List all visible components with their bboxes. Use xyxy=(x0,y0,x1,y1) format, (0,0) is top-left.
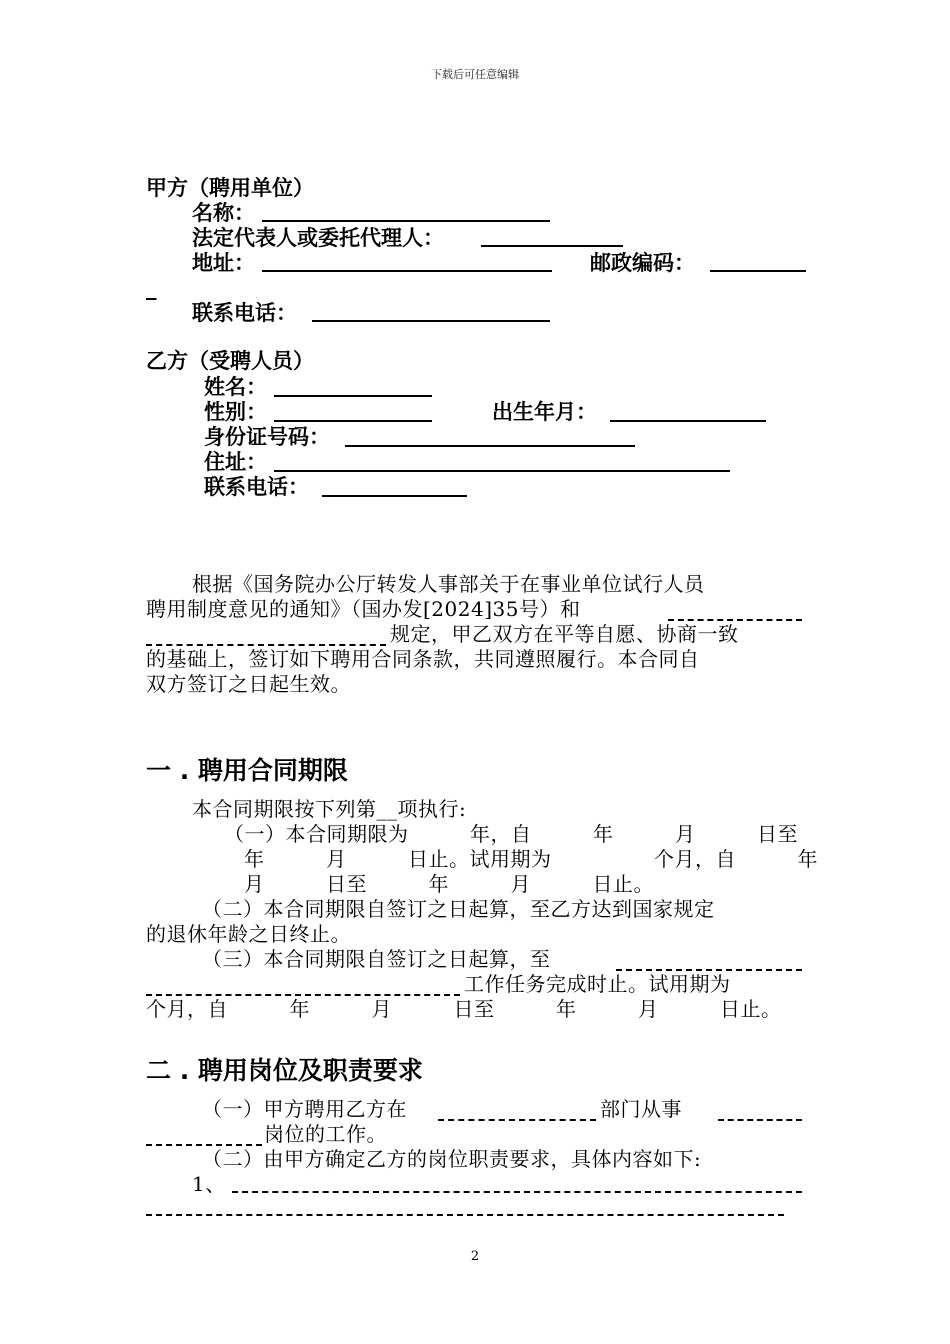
party-a-postcode-label: 邮政编码： xyxy=(590,251,695,275)
section-1-option-1-line-2: 年 月 日止。试用期为 个月，自 年 xyxy=(244,847,818,871)
party-a-title: 甲方（聘用单位） xyxy=(146,176,314,200)
party-b-gender-label: 性别： xyxy=(204,400,267,424)
section-1-option-3-line-2: 工作任务完成时止。试用期为 xyxy=(464,972,731,996)
section-2-item-3-label: 1、 xyxy=(192,1172,226,1196)
party-b-birth-blank[interactable] xyxy=(610,420,766,422)
section-2-position-blank-b[interactable] xyxy=(146,1144,262,1146)
party-b-title: 乙方（受聘人员） xyxy=(146,349,314,373)
section-2-duty-blank-b[interactable] xyxy=(146,1214,784,1216)
party-b-name-blank[interactable] xyxy=(274,395,432,397)
party-b-id-blank[interactable] xyxy=(345,445,635,447)
section-2-position-blank-a[interactable] xyxy=(718,1119,802,1121)
section-1-option-1-line-3: 月 日至 年 月 日止。 xyxy=(244,872,654,896)
party-b-phone-label: 联系电话： xyxy=(204,475,309,499)
party-b-gender-blank[interactable] xyxy=(274,420,432,422)
section-1-heading: 一 . 聘用合同期限 xyxy=(146,756,348,785)
page-number: 2 xyxy=(470,1249,480,1264)
intro-regulation-blank-b[interactable] xyxy=(146,644,386,646)
party-a-address-blank[interactable] xyxy=(262,270,552,272)
section-1-option-3-line-3: 个月，自 年 月 日至 年 月 日止。 xyxy=(146,997,782,1021)
section-2-item-1-b: 部门从事 xyxy=(600,1097,682,1121)
party-a-address-label: 地址： xyxy=(192,251,255,275)
section-2-heading: 二 . 聘用岗位及职责要求 xyxy=(146,1056,423,1085)
intro-line-5: 双方签订之日起生效。 xyxy=(146,672,351,696)
intro-regulation-blank-a[interactable] xyxy=(668,619,802,621)
party-a-phone-blank[interactable] xyxy=(312,320,550,322)
intro-line-1: 根据《国务院办公厅转发人事部关于在事业单位试行人员 xyxy=(192,572,705,596)
section-2-duty-blank-a[interactable] xyxy=(232,1191,802,1193)
section-1-option-3-blank-b[interactable] xyxy=(146,994,460,996)
section-1-option-1-line-1: （一）本合同期限为 年，自 年 月 日至 xyxy=(224,822,798,846)
section-1-option-2-line-2: 的退休年龄之日终止。 xyxy=(146,922,351,946)
section-2-item-1-c: 岗位的工作。 xyxy=(264,1122,387,1146)
party-b-address-blank[interactable] xyxy=(274,470,730,472)
section-1-option-3-line-1: （三）本合同期限自签订之日起算，至 xyxy=(202,947,551,971)
party-a-phone-label: 联系电话： xyxy=(192,301,297,325)
party-a-wrap-mark: _ xyxy=(146,276,157,300)
section-1-option-2-line-1: （二）本合同期限自签订之日起算，至乙方达到国家规定 xyxy=(202,897,715,921)
section-1-option-3-blank-a[interactable] xyxy=(616,969,802,971)
intro-line-3: 规定，甲乙双方在平等自愿、协商一致 xyxy=(390,622,739,646)
intro-line-4: 的基础上，签订如下聘用合同条款，共同遵照履行。本合同自 xyxy=(146,647,700,671)
party-b-id-label: 身份证号码： xyxy=(204,425,330,449)
party-a-postcode-blank[interactable] xyxy=(710,270,806,272)
party-b-name-label: 姓名： xyxy=(204,375,267,399)
party-a-name-label: 名称： xyxy=(192,201,255,225)
party-a-rep-blank[interactable] xyxy=(481,245,623,247)
party-b-birth-label: 出生年月： xyxy=(492,400,597,424)
header-note: 下载后可任意编辑 xyxy=(431,68,519,81)
party-b-address-label: 住址： xyxy=(204,450,267,474)
section-2-department-blank[interactable] xyxy=(438,1119,596,1121)
party-a-rep-label: 法定代表人或委托代理人： xyxy=(192,226,444,250)
party-a-name-blank[interactable] xyxy=(262,220,550,222)
intro-line-2: 聘用制度意见的通知》（国办发[2024]35号）和 xyxy=(146,597,581,621)
section-2-item-1-a: （一）甲方聘用乙方在 xyxy=(202,1097,407,1121)
section-1-lead: 本合同期限按下列第__项执行: xyxy=(192,797,467,821)
section-2-item-2: （二）由甲方确定乙方的岗位职责要求，具体内容如下: xyxy=(202,1147,702,1171)
party-b-phone-blank[interactable] xyxy=(322,495,467,497)
